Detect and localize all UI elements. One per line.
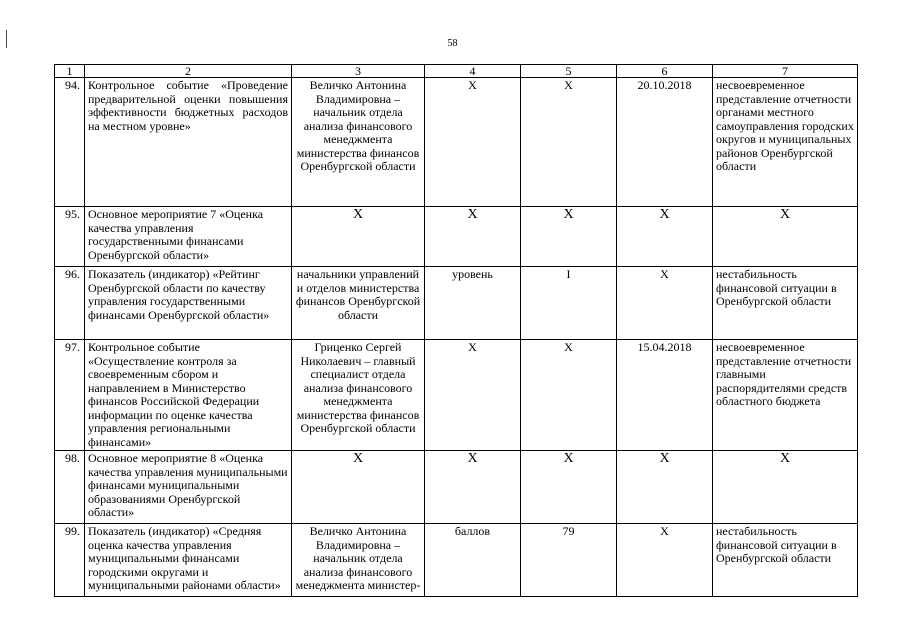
row-date: X [617, 267, 713, 340]
row-unit: X [425, 78, 521, 207]
header-cell: 7 [713, 65, 858, 78]
row-name: Показатель (индикатор) «Рейтинг Оренбургской области по качеству управления государственными финансами Оренбургской области» [85, 267, 292, 340]
row-risk: нестабильность финансовой ситуации в Оренбургской области [713, 267, 858, 340]
row-unit: X [425, 451, 521, 524]
row-date: 15.04.2018 [617, 340, 713, 451]
row-unit: X [425, 207, 521, 267]
row-date: X [617, 451, 713, 524]
row-risk: X [713, 207, 858, 267]
row-name: Показатель (индикатор) «Средняя оценка качества управления муниципальными финансами городскими округами и муниципальными районами области» [85, 524, 292, 597]
row-date: X [617, 207, 713, 267]
table-row [55, 207, 858, 267]
row-number: 99. [55, 524, 85, 597]
row-responsible: X [292, 207, 425, 267]
row-date: 20.10.2018 [617, 78, 713, 207]
row-unit: X [425, 340, 521, 451]
table-row [55, 451, 858, 524]
row-risk: несвоевременное представление отчетности органами местного самоуправления городских округов и муниципальных районов Оренбургской области [713, 78, 858, 207]
row-responsible: начальники управлений и отделов министерства финансов Оренбургской области [292, 267, 425, 340]
row-responsible: Величко Антонина Владимировна – начальник отдела анализа финансового менеджмента министер- [292, 524, 425, 597]
header-cell: 1 [55, 65, 85, 78]
row-number: 98. [55, 451, 85, 524]
row-risk: X [713, 451, 858, 524]
header-cell: 6 [617, 65, 713, 78]
row-name: Основное мероприятие 7 «Оценка качества управления государственными финансами Оренбургской области» [85, 207, 292, 267]
table-row [55, 78, 858, 207]
row-responsible: Величко Антонина Владимировна – начальник отдела анализа финансового менеджмента министерства финансов Оренбургской области [292, 78, 425, 207]
program-table [54, 64, 858, 597]
row-value: X [521, 340, 617, 451]
row-name: Основное мероприятие 8 «Оценка качества управления муниципальными финансами муниципальными образованиями Оренбургской области» [85, 451, 292, 524]
header-cell: 3 [292, 65, 425, 78]
row-name: Контрольное событие «Проведение предварительной оценки повышения эффективности бюджетных расходов на местном уровне» [85, 78, 292, 207]
page-number: 58 [447, 38, 458, 49]
row-value: X [521, 78, 617, 207]
row-number: 96. [55, 267, 85, 340]
header-cell: 2 [85, 65, 292, 78]
row-value: X [521, 451, 617, 524]
table-row [55, 267, 858, 340]
row-unit: баллов [425, 524, 521, 597]
row-risk: несвоевременное представление отчетности главными распорядителями средств областного бюджета [713, 340, 858, 451]
row-name: Контрольное событие «Осуществление контроля за своевременным сбором и направлением в Министерство финансов Российской Федерации информации по оценке качества управления региональными финансами» [85, 340, 292, 451]
row-unit: уровень [425, 267, 521, 340]
row-risk: нестабильность финансовой ситуации в Оренбургской области [713, 524, 858, 597]
row-number: 95. [55, 207, 85, 267]
row-responsible: Гриценко Сергей Николаевич – главный специалист отдела анализа финансового менеджмента министерства финансов Оренбургской области [292, 340, 425, 451]
row-value: I [521, 267, 617, 340]
header-cell: 4 [425, 65, 521, 78]
header-cell: 5 [521, 65, 617, 78]
table-row [55, 524, 858, 597]
row-number: 97. [55, 340, 85, 451]
table-row [55, 340, 858, 451]
row-responsible: X [292, 451, 425, 524]
row-value: X [521, 207, 617, 267]
row-value: 79 [521, 524, 617, 597]
header-row [55, 65, 858, 78]
row-number: 94. [55, 78, 85, 207]
row-date: X [617, 524, 713, 597]
